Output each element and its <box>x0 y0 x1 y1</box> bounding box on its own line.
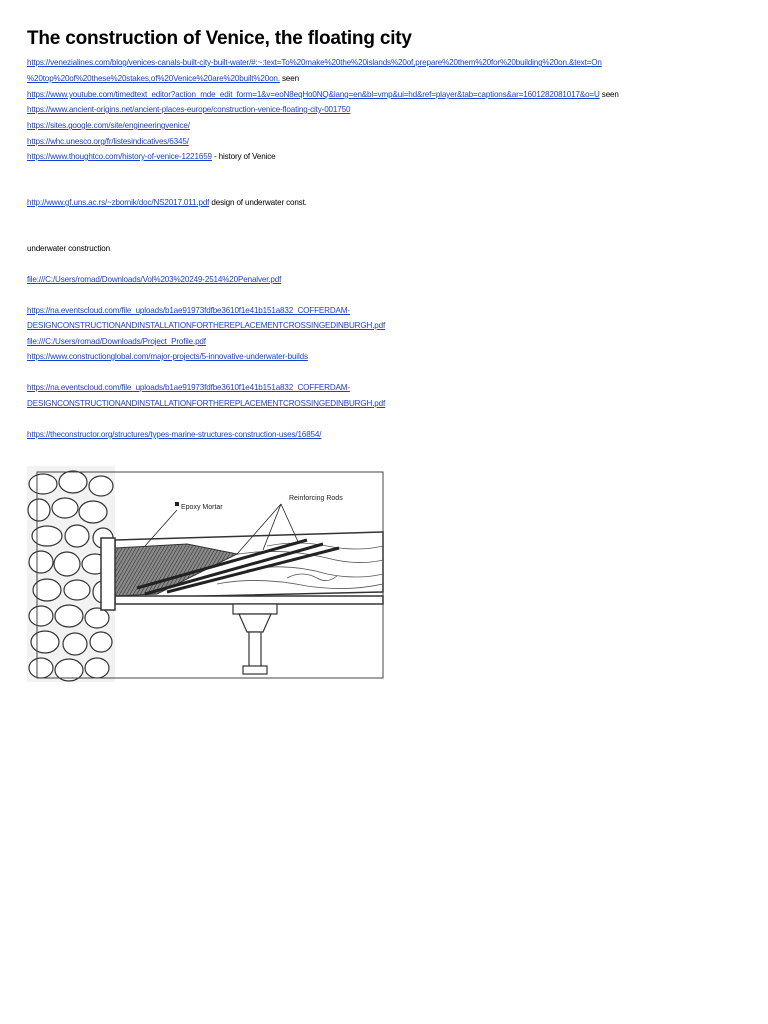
link-line <box>27 121 190 131</box>
link[interactable]: DESIGNCONSTRUCTIONANDINSTALLATIONFORTHEREPLACEMENTCROSSINGEDINBURGH.pdf <box>27 321 386 330</box>
link-line <box>27 74 299 84</box>
link[interactable]: https://www.thoughtco.com/history-of-venice-1221659 <box>27 152 212 161</box>
link[interactable]: %20top%20of%20these%20stakes,of%20Venice%20are%20built%20on. <box>27 74 280 83</box>
link[interactable]: https://venezialines.com/blog/venices-canals-built-city-built-water/#:~:text=To%20make%20the%20islands%20of,prepare%20them%20for%20building%20on.&text=On <box>27 58 602 67</box>
link[interactable]: https://sites.google.com/site/engineeringvenice/ <box>27 121 190 130</box>
link[interactable]: https://na.eventscloud.com/file_uploads/b1ae91973fdfbe3610f1e41b151a832_COFFERDAM- <box>27 383 350 392</box>
link-line <box>27 90 619 100</box>
link[interactable]: https://na.eventscloud.com/file_uploads/b1ae91973fdfbe3610f1e41b151a832_COFFERDAM- <box>27 306 350 315</box>
timber-beam <box>101 532 383 610</box>
label-reinforcing-rods: Reinforcing Rods <box>289 495 343 502</box>
link-line <box>27 198 307 208</box>
label-epoxy-mortar: Epoxy Mortar <box>181 504 223 511</box>
section-label: underwater construction <box>27 244 110 253</box>
link-note: seen <box>599 90 619 99</box>
section-note <box>27 244 110 254</box>
link[interactable]: https://whc.unesco.org/fr/listesindicatives/6345/ <box>27 137 189 146</box>
link[interactable]: https://theconstructor.org/structures/types-marine-structures-construction-uses/16854/ <box>27 430 322 439</box>
link-line <box>27 383 350 393</box>
link[interactable]: https://www.youtube.com/timedtext_editor?action_mde_edit_form=1&v=eoN8eqHo0NQ&lang=en&bl=vmp&ui=hd&ref=player&tab=captions&ar=1601282081017&o=U <box>27 90 600 99</box>
link[interactable]: http://www.gf.uns.ac.rs/~zbornik/doc/NS2017.011.pdf <box>27 198 210 207</box>
link-line <box>27 306 350 316</box>
link[interactable]: https://www.ancient-origins.net/ancient-places-europe/construction-venice-floating-city-001750 <box>27 105 351 114</box>
link-note: design of underwater const. <box>209 198 307 207</box>
link[interactable]: file:///C:/Users/romad/Downloads/Vol%203%20249-2514%20Penalver.pdf <box>27 275 282 284</box>
support-post <box>233 604 277 674</box>
link[interactable]: https://www.constructionglobal.com/major-projects/5-innovative-underwater-builds <box>27 352 308 361</box>
page-title: The construction of Venice, the floating city <box>27 28 412 49</box>
link[interactable]: file:///C:/Users/romad/Downloads/Project_Profile.pdf <box>27 337 206 346</box>
link-line <box>27 105 350 115</box>
link-line <box>27 399 385 409</box>
link[interactable]: DESIGNCONSTRUCTIONANDINSTALLATIONFORTHEREPLACEMENTCROSSINGEDINBURGH.pdf <box>27 399 386 408</box>
link-line <box>27 337 206 347</box>
link-line <box>27 137 189 147</box>
construction-diagram <box>27 466 387 682</box>
link-line <box>27 152 276 162</box>
link-line <box>27 321 385 331</box>
link-note: - history of Venice <box>211 152 276 161</box>
link-line <box>27 58 602 68</box>
link-note: seen <box>279 74 299 83</box>
link-line <box>27 275 281 285</box>
diagram-svg <box>27 466 387 682</box>
link-line <box>27 430 321 440</box>
link-line <box>27 352 308 362</box>
